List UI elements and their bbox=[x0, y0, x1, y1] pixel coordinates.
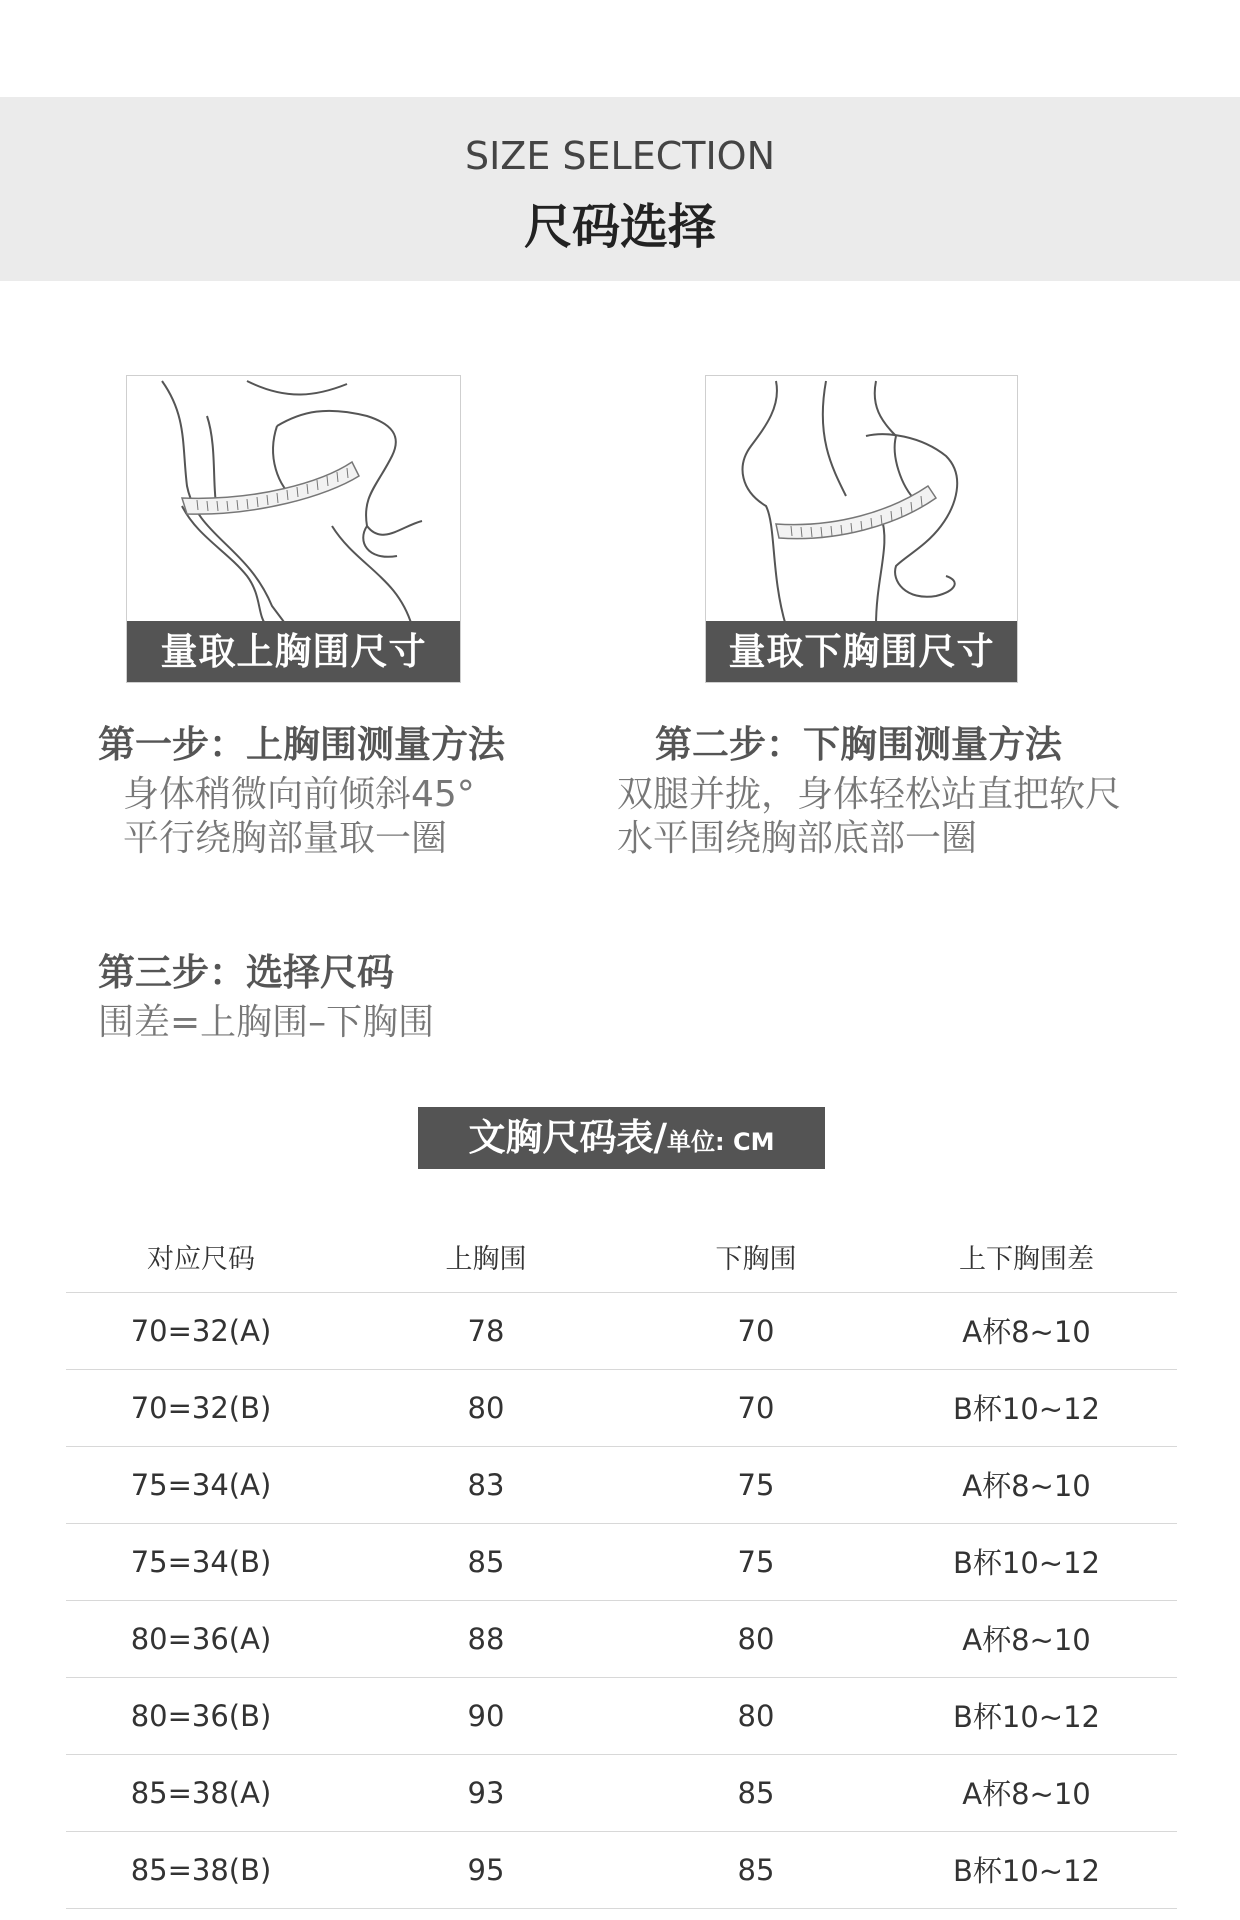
step1-line1: 身体稍微向前倾斜45° bbox=[123, 774, 475, 815]
table-row bbox=[66, 1292, 1177, 1369]
cell-size: 70=32(B) bbox=[66, 1369, 336, 1446]
cell-upper-bust: 88 bbox=[336, 1600, 636, 1677]
cell-size: 75=34(B) bbox=[66, 1523, 336, 1600]
cell-difference: A杯8~10 bbox=[876, 1292, 1177, 1369]
cell-size: 75=34(A) bbox=[66, 1446, 336, 1523]
column-header-upper-bust: 上胸围 bbox=[336, 1222, 636, 1292]
cell-size: 85=38(A) bbox=[66, 1754, 336, 1831]
size-table bbox=[66, 1222, 1177, 1909]
table-row bbox=[66, 1369, 1177, 1446]
cell-size: 85=38(B) bbox=[66, 1831, 336, 1908]
step2-line1: 双腿并拢，身体轻松站直把软尺 bbox=[617, 774, 1122, 815]
upper-bust-caption: 量取上胸围尺寸 bbox=[127, 621, 460, 682]
size-table-title bbox=[418, 1107, 825, 1169]
cell-difference: B杯10~12 bbox=[876, 1523, 1177, 1600]
cell-upper-bust: 90 bbox=[336, 1677, 636, 1754]
cell-upper-bust: 85 bbox=[336, 1523, 636, 1600]
column-header-difference: 上下胸围差 bbox=[876, 1222, 1177, 1292]
column-header-size: 对应尺码 bbox=[66, 1222, 336, 1292]
cell-difference: A杯8~10 bbox=[876, 1754, 1177, 1831]
step2-line2: 水平围绕胸部底部一圈 bbox=[617, 818, 978, 859]
cell-difference: B杯10~12 bbox=[876, 1369, 1177, 1446]
cell-difference: B杯10~12 bbox=[876, 1677, 1177, 1754]
table-row bbox=[66, 1600, 1177, 1677]
cell-lower-bust: 80 bbox=[636, 1677, 876, 1754]
table-row bbox=[66, 1677, 1177, 1754]
upper-bust-sketch bbox=[127, 376, 461, 626]
cell-size: 80=36(B) bbox=[66, 1677, 336, 1754]
step2-title: 第二步：下胸围测量方法 bbox=[655, 723, 1062, 766]
cell-size: 70=32(A) bbox=[66, 1292, 336, 1369]
table-row bbox=[66, 1446, 1177, 1523]
cell-lower-bust: 80 bbox=[636, 1600, 876, 1677]
table-header-row bbox=[66, 1222, 1177, 1292]
cell-difference: A杯8~10 bbox=[876, 1446, 1177, 1523]
lower-bust-caption: 量取下胸围尺寸 bbox=[706, 621, 1017, 682]
cell-size: 80=36(A) bbox=[66, 1600, 336, 1677]
lower-bust-illustration bbox=[705, 375, 1018, 683]
header-title-cn: 尺码选择 bbox=[523, 199, 716, 255]
cell-lower-bust: 85 bbox=[636, 1754, 876, 1831]
step3-line1: 围差=上胸围–下胸围 bbox=[98, 1002, 435, 1043]
cell-upper-bust: 83 bbox=[336, 1446, 636, 1523]
cell-difference: B杯10~12 bbox=[876, 1831, 1177, 1908]
column-header-lower-bust: 下胸围 bbox=[636, 1222, 876, 1292]
table-row bbox=[66, 1523, 1177, 1600]
cell-upper-bust: 78 bbox=[336, 1292, 636, 1369]
header-title-en: SIZE SELECTION bbox=[464, 134, 776, 178]
cell-lower-bust: 85 bbox=[636, 1831, 876, 1908]
cell-lower-bust: 75 bbox=[636, 1523, 876, 1600]
cell-difference: A杯8~10 bbox=[876, 1600, 1177, 1677]
step1-title: 第一步：上胸围测量方法 bbox=[98, 723, 505, 766]
cell-upper-bust: 80 bbox=[336, 1369, 636, 1446]
upper-bust-illustration bbox=[126, 375, 461, 683]
cell-lower-bust: 70 bbox=[636, 1369, 876, 1446]
lower-bust-sketch bbox=[706, 376, 1018, 626]
step1-line2: 平行绕胸部量取一圈 bbox=[123, 818, 448, 859]
cell-lower-bust: 75 bbox=[636, 1446, 876, 1523]
size-table-unit: 单位: CM bbox=[667, 1128, 775, 1156]
table-row bbox=[66, 1831, 1177, 1908]
cell-upper-bust: 95 bbox=[336, 1831, 636, 1908]
step3-title: 第三步：选择尺码 bbox=[98, 951, 394, 994]
size-table-title-text: 文胸尺码表/ bbox=[468, 1116, 668, 1159]
cell-upper-bust: 93 bbox=[336, 1754, 636, 1831]
cell-lower-bust: 70 bbox=[636, 1292, 876, 1369]
table-row bbox=[66, 1754, 1177, 1831]
